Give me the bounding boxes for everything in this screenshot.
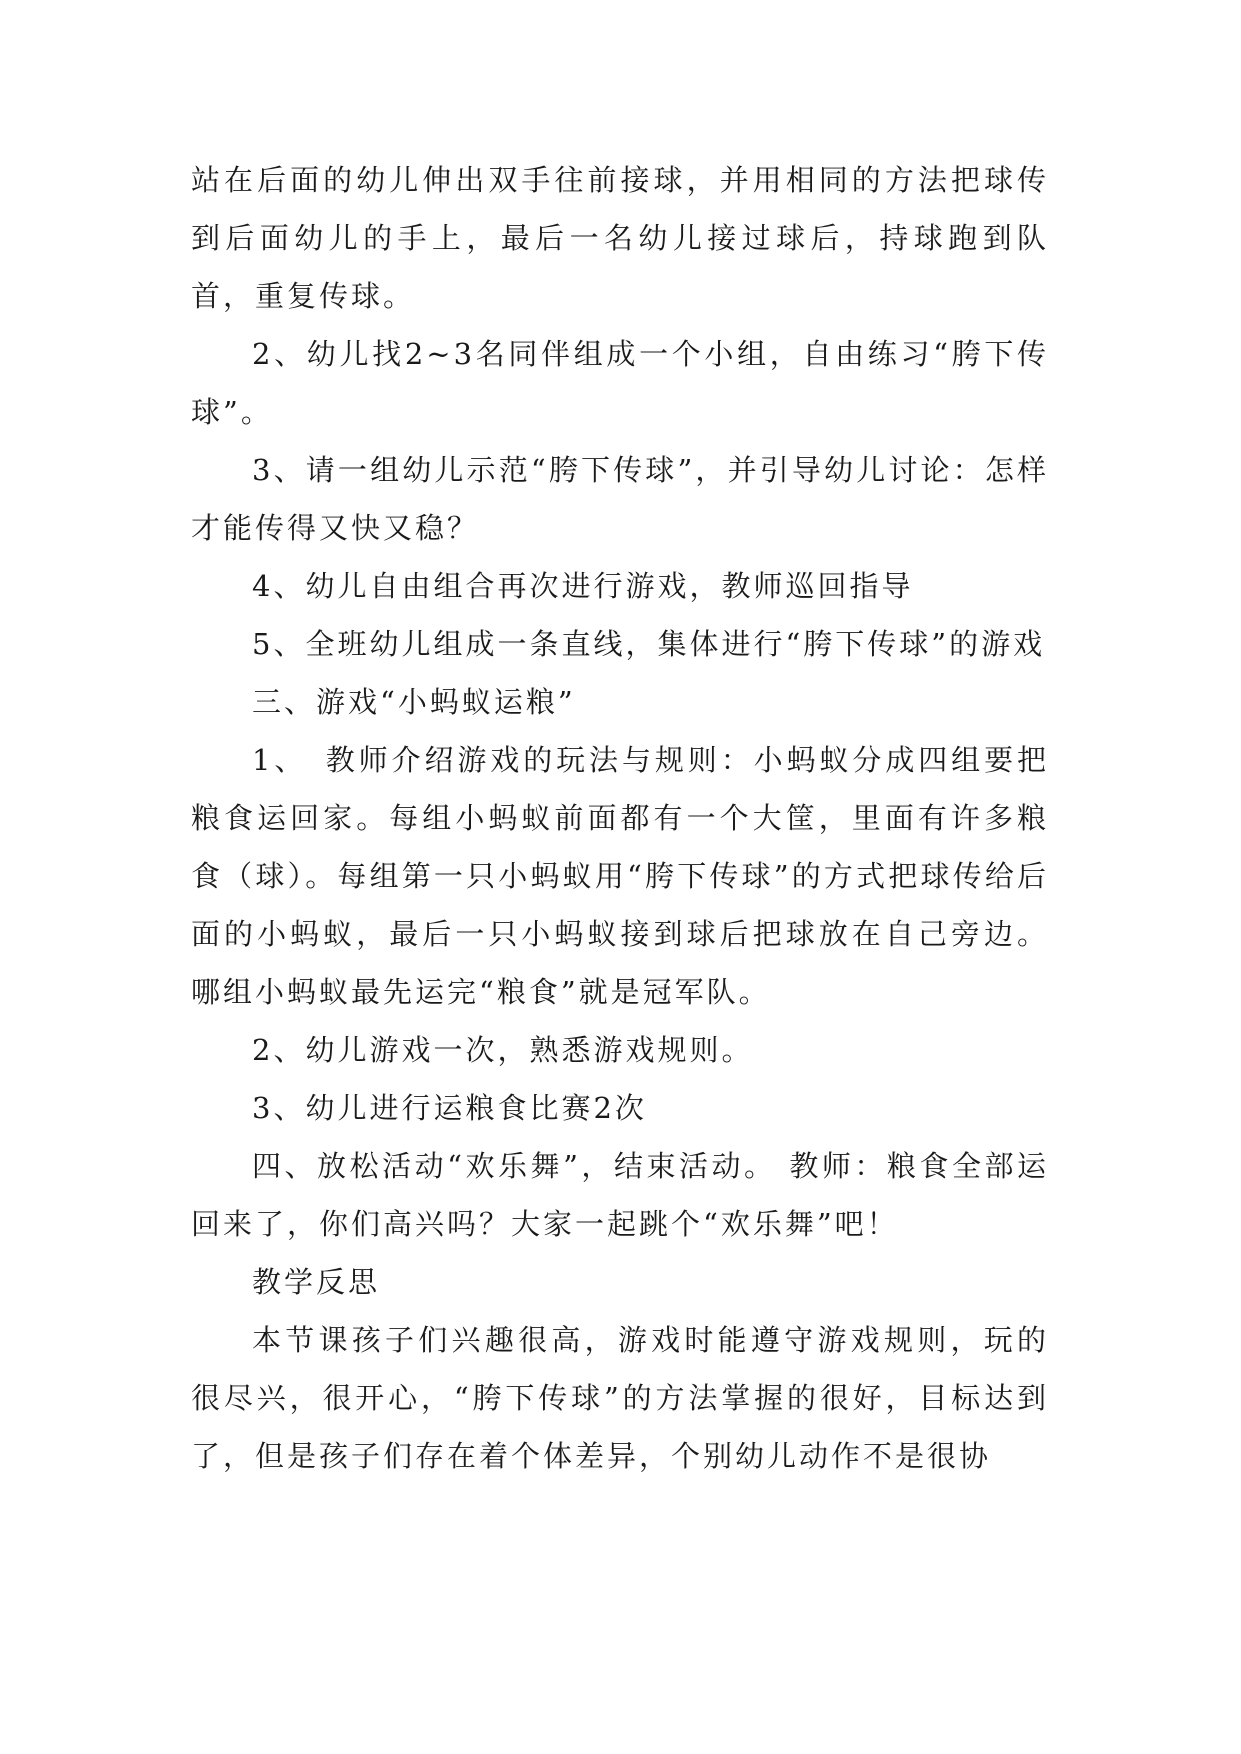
paragraph-game-rules: 1、 教师介绍游戏的玩法与规则：小蚂蚁分成四组要把粮食运回家。每组小蚂蚁前面都有一个大筐，里面有许多粮食（球）。每组第一只小蚂蚁用“胯下传球”的方式把球传给后面的小蚂蚁，最后一只小蚂蚁接到球后把球放在自己旁边。哪组小蚂蚁最先运完“粮食”就是冠军队。	[191, 743, 1049, 1009]
section-heading-reflection: 教学反思	[252, 1265, 381, 1299]
paragraph-step-2: 2、幼儿找2~3名同伴组成一个小组，自由练习“胯下传球”。	[191, 337, 1049, 429]
paragraph-continuation: 站在后面的幼儿伸出双手往前接球，并用相同的方法把球传到后面幼儿的手上，最后一名幼儿接过球后，持球跑到队首，重复传球。	[191, 163, 1049, 313]
paragraph-reflection: 本节课孩子们兴趣很高，游戏时能遵守游戏规则，玩的很尽兴，很开心，“胯下传球”的方法掌握的很好，目标达到了，但是孩子们存在着个体差异，个别幼儿动作不是很协	[191, 1323, 1049, 1473]
paragraph-step-3: 3、请一组幼儿示范“胯下传球”，并引导幼儿讨论：怎样才能传得又快又稳？	[191, 453, 1049, 545]
paragraph-game-contest: 3、幼儿进行运粮食比赛2次	[252, 1091, 647, 1125]
paragraph-step-4: 4、幼儿自由组合再次进行游戏，教师巡回指导	[252, 569, 914, 603]
paragraph-game-once: 2、幼儿游戏一次，熟悉游戏规则。	[252, 1033, 754, 1067]
section-heading-three: 三、游戏“小蚂蚁运粮”	[252, 685, 576, 719]
paragraph-step-5: 5、全班幼儿组成一条直线，集体进行“胯下传球”的游戏	[252, 627, 1046, 661]
document-body	[191, 151, 1049, 1485]
section-heading-four: 四、放松活动“欢乐舞”，结束活动。 教师：粮食全部运回来了，你们高兴吗？大家一起跳个“欢乐舞”吧！	[191, 1149, 1049, 1241]
